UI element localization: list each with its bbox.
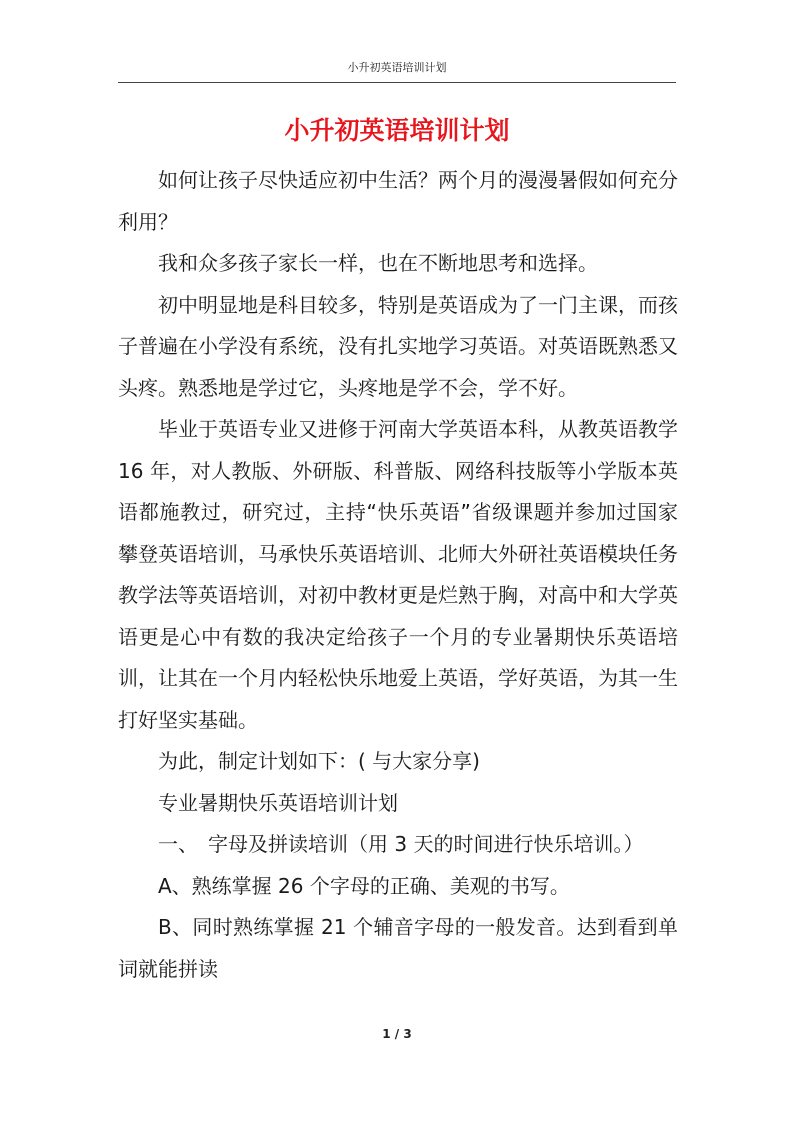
paragraph-teacher-background: 毕业于英语专业又进修于河南大学英语本科，从教英语教学 16 年，对人教版、外研版、科普版、网络科技版等小学版本英语都施教过，研究过，主持“快乐英语”省级课题并参加过国家攀登英语培训，马承快乐英语培训、北师大外研社英语模块任务教学法等英语培训，对初中教材更是烂熟于胸，对高中和大学英语更是心中有数的我决定给孩子一个月的专业暑期快乐英语培训，让其在一个月内轻松快乐地爱上英语，学好英语，为其一生打好坚实基础。: [118, 417, 678, 732]
document-body: [118, 160, 678, 990]
paragraph-item-a: A、熟练掌握 26 个字母的正确、美观的书写。: [158, 873, 570, 898]
page-number: 1 / 3: [382, 1027, 412, 1041]
paragraph-junior-high-subjects: 初中明显地是科目较多，特别是英语成为了一门主课，而孩子普遍在小学没有系统，没有扎实地学习英语。对英语既熟悉又头疼。熟悉地是学过它，头疼地是学不会，学不好。: [118, 292, 678, 400]
paragraph-plan-heading: 专业暑期快乐英语培训计划: [158, 790, 398, 815]
paragraph-plan-intro: 为此，制定计划如下：( 与大家分享): [158, 749, 480, 773]
paragraph-intro-question: 如何让孩子尽快适应初中生活？两个月的漫漫暑假如何充分利用？: [118, 168, 678, 234]
document-title: 小升初英语培训计划: [284, 116, 510, 145]
paragraph-section-one: 一、 字母及拼读培训（用 3 天的时间进行快乐培训。）: [158, 832, 644, 856]
running-header: 小升初英语培训计划: [347, 61, 447, 74]
header-divider: [118, 82, 676, 83]
paragraph-parent-thinking: 我和众多孩子家长一样，也在不断地思考和选择。: [158, 251, 598, 275]
paragraph-item-b: B、同时熟练掌握 21 个辅音字母的一般发音。达到看到单词就能拼读: [118, 915, 678, 981]
